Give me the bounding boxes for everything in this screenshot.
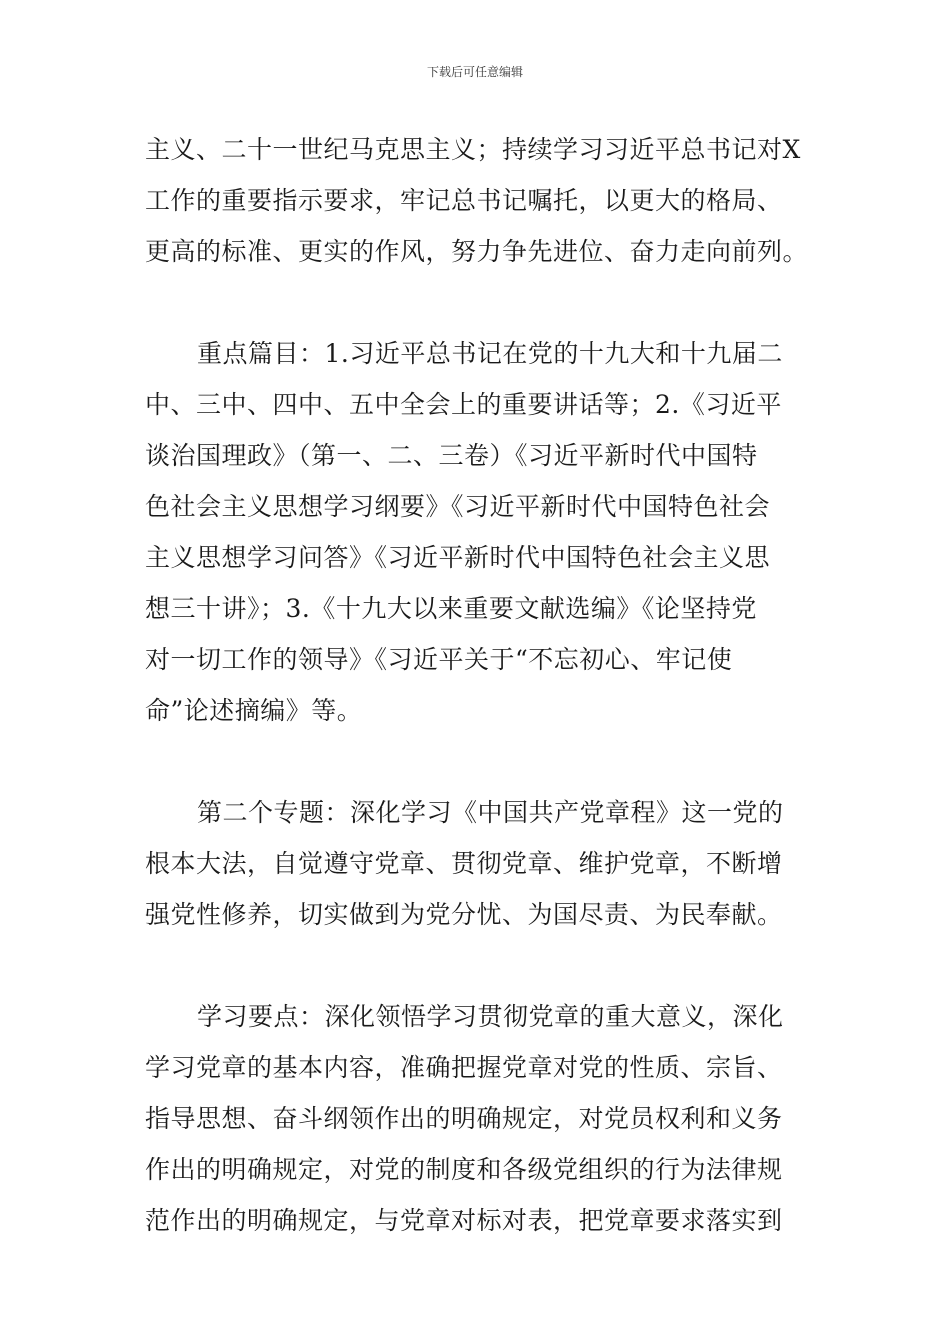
paragraph-second-topic <box>145 787 815 940</box>
page-header: 下载后可任意编辑 <box>426 65 523 79</box>
text-line: 更高的标准、更实的作风，努力争先进位、奋力走向前列。 <box>145 237 809 266</box>
text-line: 作出的明确规定，对党的制度和各级党组织的行为法律规 <box>145 1155 783 1184</box>
text-line: 学习党章的基本内容，准确把握党章对党的性质、宗旨、 <box>145 1053 783 1082</box>
text-line: 中、三中、四中、五中全会上的重要讲话等；2.《习近平 <box>145 390 782 419</box>
text-line: 重点篇目：1.习近平总书记在党的十九大和十九届二 <box>197 339 783 368</box>
text-line: 强党性修养，切实做到为党分忧、为国尽责、为民奉献。 <box>145 900 783 929</box>
paragraph-gap <box>145 736 815 787</box>
paragraph-key-readings <box>145 328 815 736</box>
text-line: 根本大法，自觉遵守党章、贯彻党章、维护党章，不断增 <box>145 849 783 878</box>
text-line: 命”论述摘编》等。 <box>145 696 363 725</box>
text-line: 指导思想、奋斗纲领作出的明确规定，对党员权利和义务 <box>145 1104 783 1133</box>
paragraph-continuation <box>145 124 815 277</box>
text-line: 色社会主义思想学习纲要》《习近平新时代中国特色社会 <box>145 492 771 521</box>
text-line: 学习要点：深化领悟学习贯彻党章的重大意义，深化 <box>197 1002 784 1031</box>
text-line: 谈治国理政》（第一、二、三卷）《习近平新时代中国特 <box>145 441 758 470</box>
text-line: 工作的重要指示要求，牢记总书记嘱托，以更大的格局、 <box>145 186 783 215</box>
paragraph-gap <box>145 940 815 991</box>
text-line: 范作出的明确规定，与党章对标对表，把党章要求落实到 <box>145 1206 783 1235</box>
paragraph-study-points <box>145 991 815 1246</box>
document-body <box>145 124 815 1246</box>
text-line: 第二个专题：深化学习《中国共产党章程》这一党的 <box>197 798 784 827</box>
text-line: 想三十讲》；3.《十九大以来重要文献选编》《论坚持党 <box>145 594 757 623</box>
text-line: 主义思想学习问答》《习近平新时代中国特色社会主义思 <box>145 543 771 572</box>
text-line: 主义、二十一世纪马克思主义；持续学习习近平总书记对X <box>145 135 801 164</box>
paragraph-gap <box>145 277 815 328</box>
text-line: 对一切工作的领导》《习近平关于“不忘初心、牢记使 <box>145 645 733 674</box>
